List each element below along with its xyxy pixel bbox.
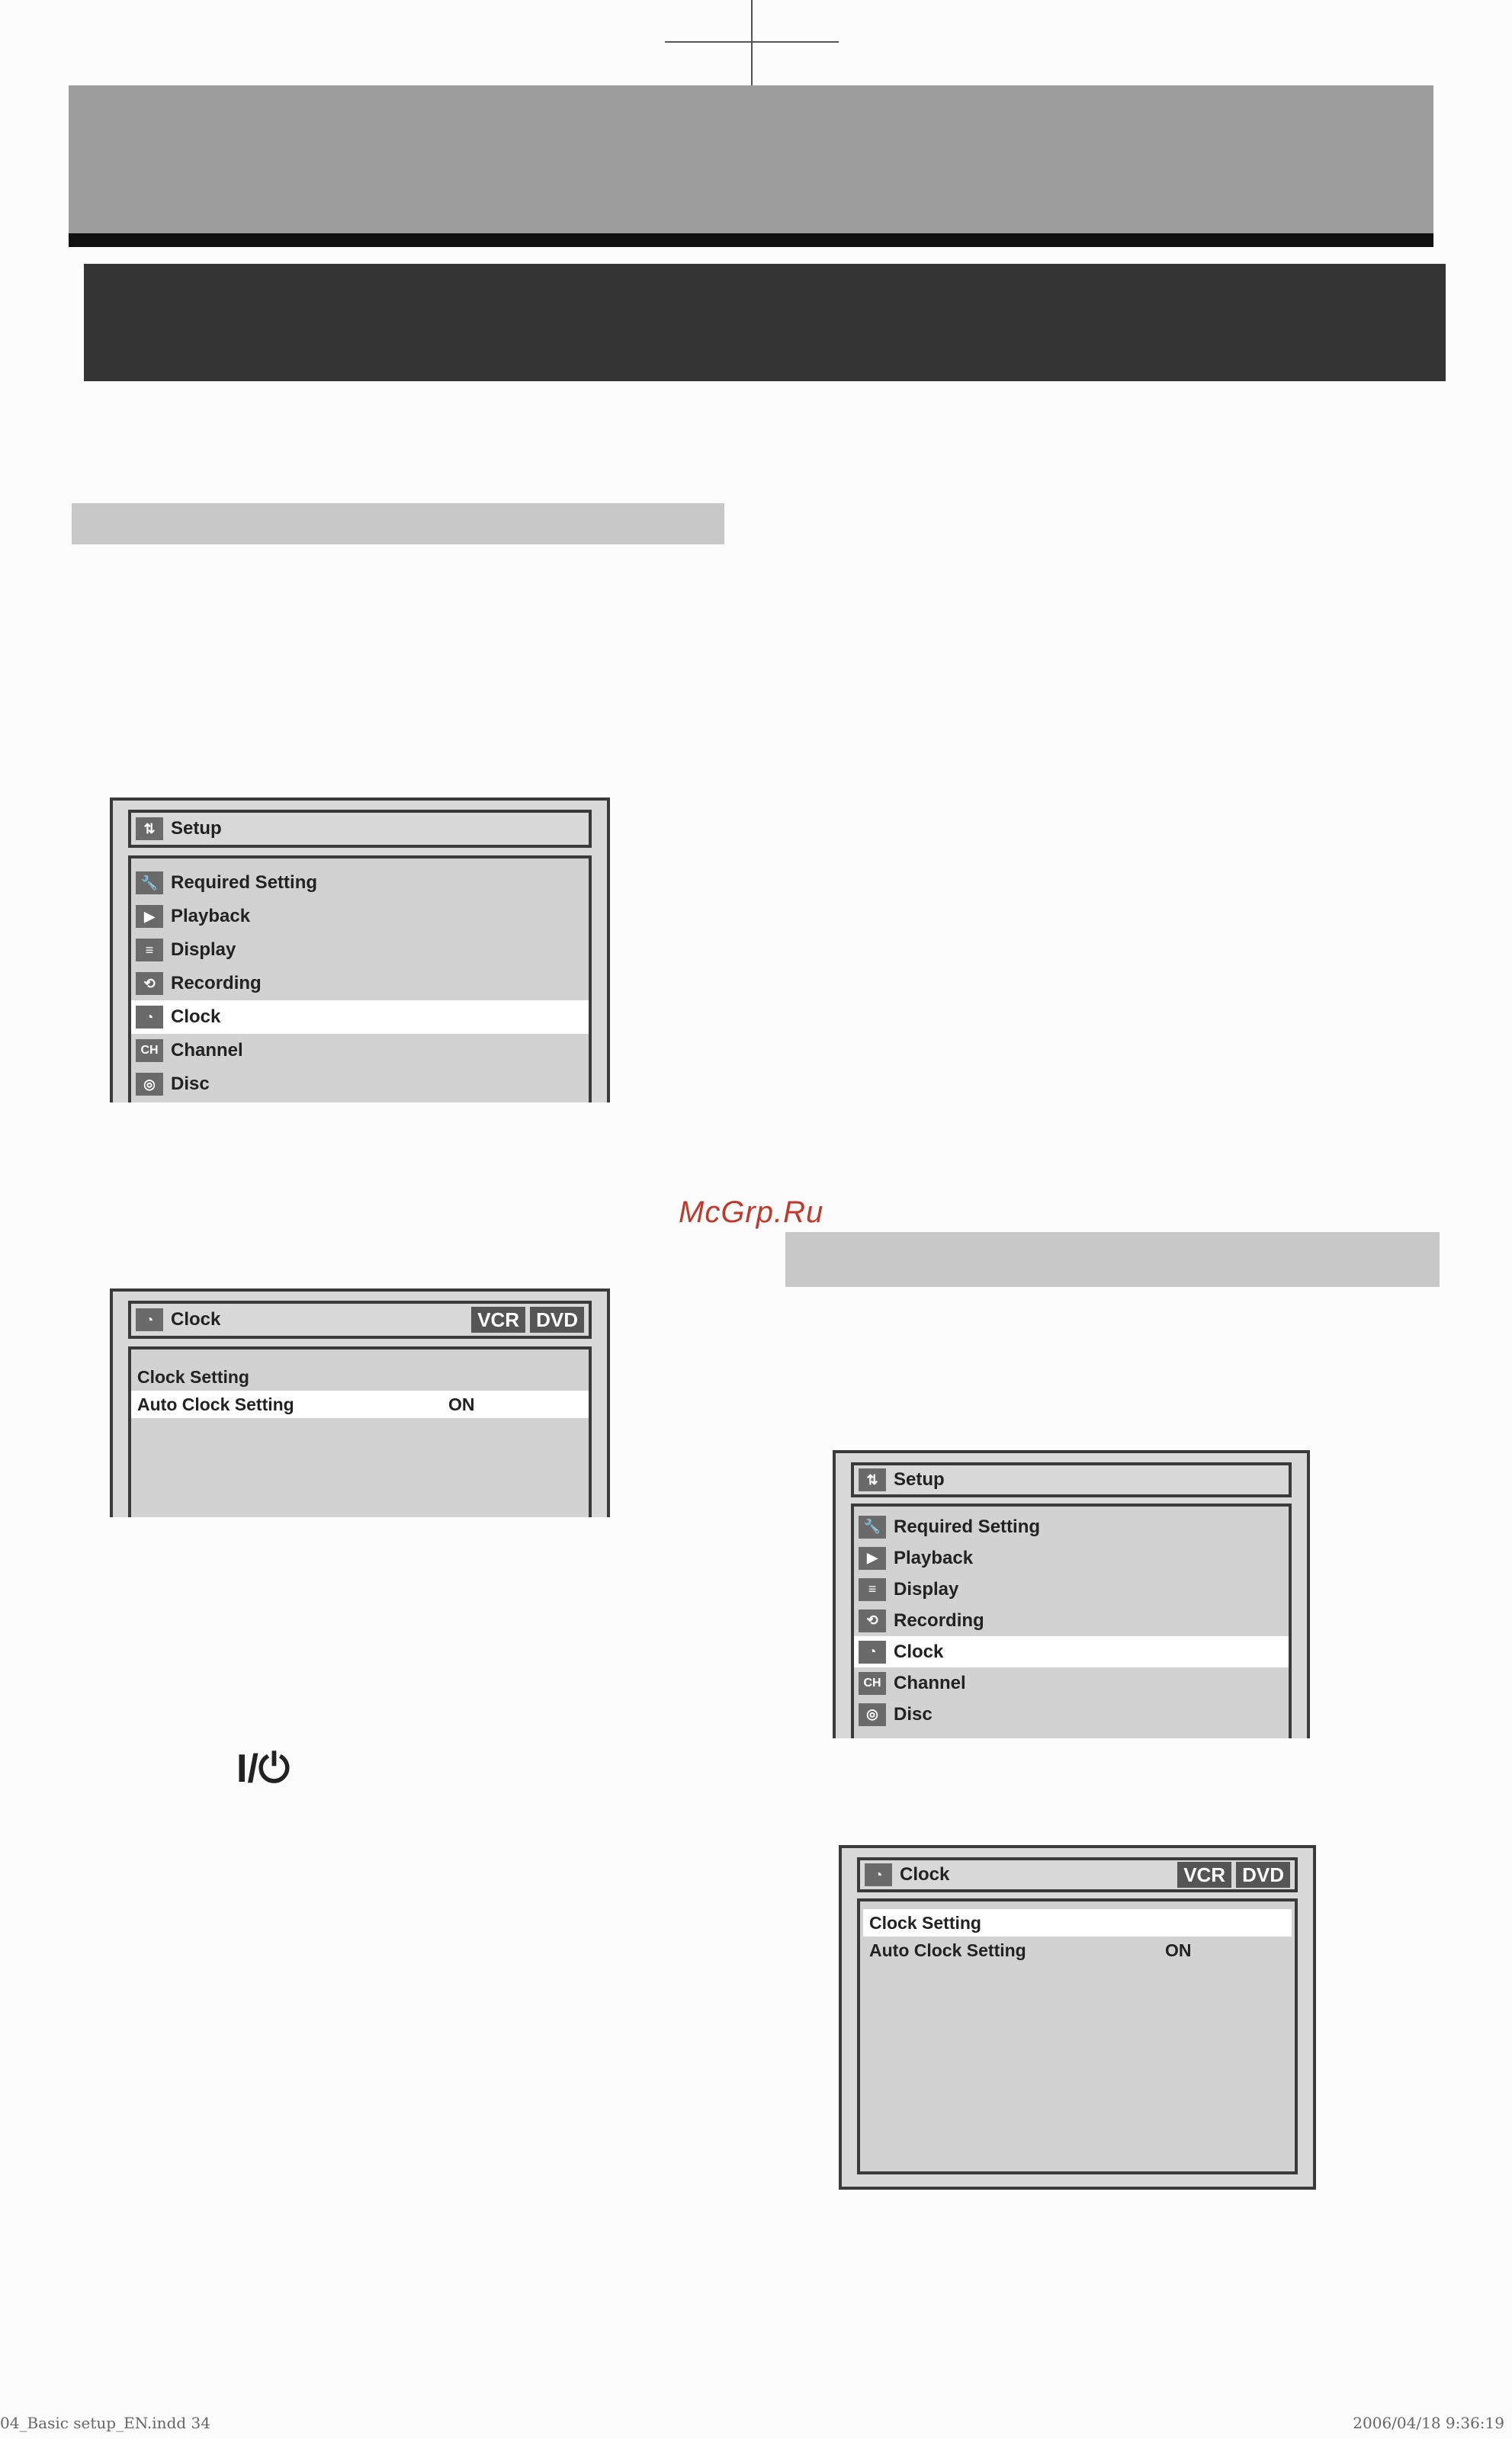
display-icon: ≡: [859, 1578, 886, 1601]
recording-icon: ⟲: [859, 1609, 886, 1632]
wrench-icon: 🔧: [136, 871, 163, 894]
menu-item-label: Playback: [894, 1547, 974, 1568]
power-button-symbol: I/⏻: [236, 1747, 291, 1791]
setup-menu-header: [851, 1462, 1292, 1497]
channel-icon: CH: [859, 1672, 886, 1695]
clock-menu-title: Clock: [900, 1864, 950, 1885]
setup-menu-title: Setup: [894, 1469, 945, 1490]
source-badges: [1173, 1862, 1290, 1888]
header-rule: [69, 233, 1433, 247]
setup-menu-title: Setup: [171, 818, 222, 839]
clock-icon: ◔: [136, 1006, 163, 1029]
channel-icon: CH: [136, 1039, 163, 1062]
footer-file-name: 04_Basic setup_EN.indd 34: [0, 2414, 210, 2432]
setup-menu-list: [851, 1504, 1292, 1738]
setup-menu-header: [128, 810, 592, 848]
setup-icon: ⇅: [859, 1468, 886, 1491]
auto-clock-setting-row[interactable]: [131, 1391, 589, 1418]
row-label: Auto Clock Setting: [869, 1940, 1026, 1960]
menu-item-required-setting[interactable]: [854, 1511, 1289, 1542]
menu-item-clock[interactable]: [854, 1636, 1289, 1667]
clock-menu-title: Clock: [171, 1309, 221, 1330]
menu-item-disc[interactable]: [131, 1067, 589, 1101]
menu-item-label: Playback: [171, 906, 251, 926]
menu-item-display[interactable]: [854, 1574, 1289, 1605]
setup-menu-screen-right: [833, 1450, 1310, 1738]
menu-item-disc[interactable]: [854, 1699, 1289, 1730]
row-value: ON: [448, 1394, 475, 1414]
header-band: [69, 85, 1433, 233]
menu-item-required-setting[interactable]: [131, 866, 589, 900]
play-icon: ▶: [136, 905, 163, 928]
vcr-badge: VCR: [471, 1307, 525, 1333]
menu-item-channel[interactable]: [854, 1667, 1289, 1699]
display-icon: ≡: [136, 939, 163, 961]
play-icon: ▶: [859, 1547, 886, 1570]
clock-setting-row[interactable]: [863, 1909, 1292, 1937]
wrench-icon: 🔧: [859, 1516, 886, 1539]
watermark: McGrp.Ru: [679, 1195, 824, 1229]
menu-item-label: Disc: [894, 1703, 933, 1725]
menu-item-playback[interactable]: [131, 900, 589, 933]
menu-item-label: Required Setting: [171, 872, 318, 893]
clock-menu-header: [857, 1857, 1298, 1892]
menu-item-recording[interactable]: [131, 967, 589, 1000]
clock-icon: ◔: [859, 1641, 886, 1664]
setup-icon: ⇅: [136, 817, 163, 840]
setup-menu-screen-left: [110, 797, 610, 1102]
clock-menu-list: [128, 1346, 592, 1517]
menu-item-label: Display: [171, 939, 236, 960]
menu-item-label: Recording: [894, 1609, 984, 1631]
clock-menu-screen-right: [839, 1845, 1316, 2190]
vcr-badge: VCR: [1177, 1862, 1231, 1888]
clock-setting-row[interactable]: [131, 1363, 589, 1391]
row-value: ON: [1165, 1940, 1192, 1960]
disc-icon: ◎: [136, 1073, 163, 1096]
row-label: Auto Clock Setting: [137, 1394, 294, 1414]
dvd-badge: DVD: [530, 1307, 584, 1333]
clock-menu-header: [128, 1301, 592, 1339]
footer-timestamp: 2006/04/18 9:36:19: [1353, 2414, 1504, 2432]
section-heading-bar-right: [785, 1232, 1440, 1287]
setup-menu-list: [128, 855, 592, 1102]
auto-clock-setting-row[interactable]: [863, 1937, 1292, 1964]
row-label: Clock Setting: [137, 1366, 249, 1387]
menu-item-channel[interactable]: [131, 1034, 589, 1067]
menu-item-label: Clock: [894, 1641, 944, 1662]
menu-item-label: Required Setting: [894, 1516, 1041, 1537]
source-badges: [467, 1307, 584, 1333]
menu-item-label: Recording: [171, 973, 262, 993]
title-bar: [84, 264, 1446, 381]
disc-icon: ◎: [859, 1703, 886, 1726]
clock-icon: ◔: [136, 1308, 163, 1331]
clock-menu-screen-left: [110, 1288, 610, 1517]
row-label: Clock Setting: [869, 1912, 981, 1933]
menu-item-label: Channel: [894, 1672, 966, 1693]
clock-menu-list: [857, 1898, 1298, 2174]
crop-mark-vertical: [751, 0, 753, 85]
clock-icon: ◔: [865, 1863, 892, 1886]
crop-mark-horizontal: [665, 41, 839, 43]
recording-icon: ⟲: [136, 972, 163, 995]
dvd-badge: DVD: [1236, 1862, 1290, 1888]
menu-item-label: Clock: [171, 1006, 221, 1027]
menu-item-clock[interactable]: [131, 1000, 589, 1034]
menu-item-label: Channel: [171, 1040, 243, 1061]
menu-item-recording[interactable]: [854, 1605, 1289, 1636]
section-heading-bar-left: [72, 503, 724, 544]
menu-item-display[interactable]: [131, 933, 589, 967]
menu-item-playback[interactable]: [854, 1542, 1289, 1574]
menu-item-label: Disc: [171, 1073, 210, 1094]
menu-item-label: Display: [894, 1578, 959, 1600]
